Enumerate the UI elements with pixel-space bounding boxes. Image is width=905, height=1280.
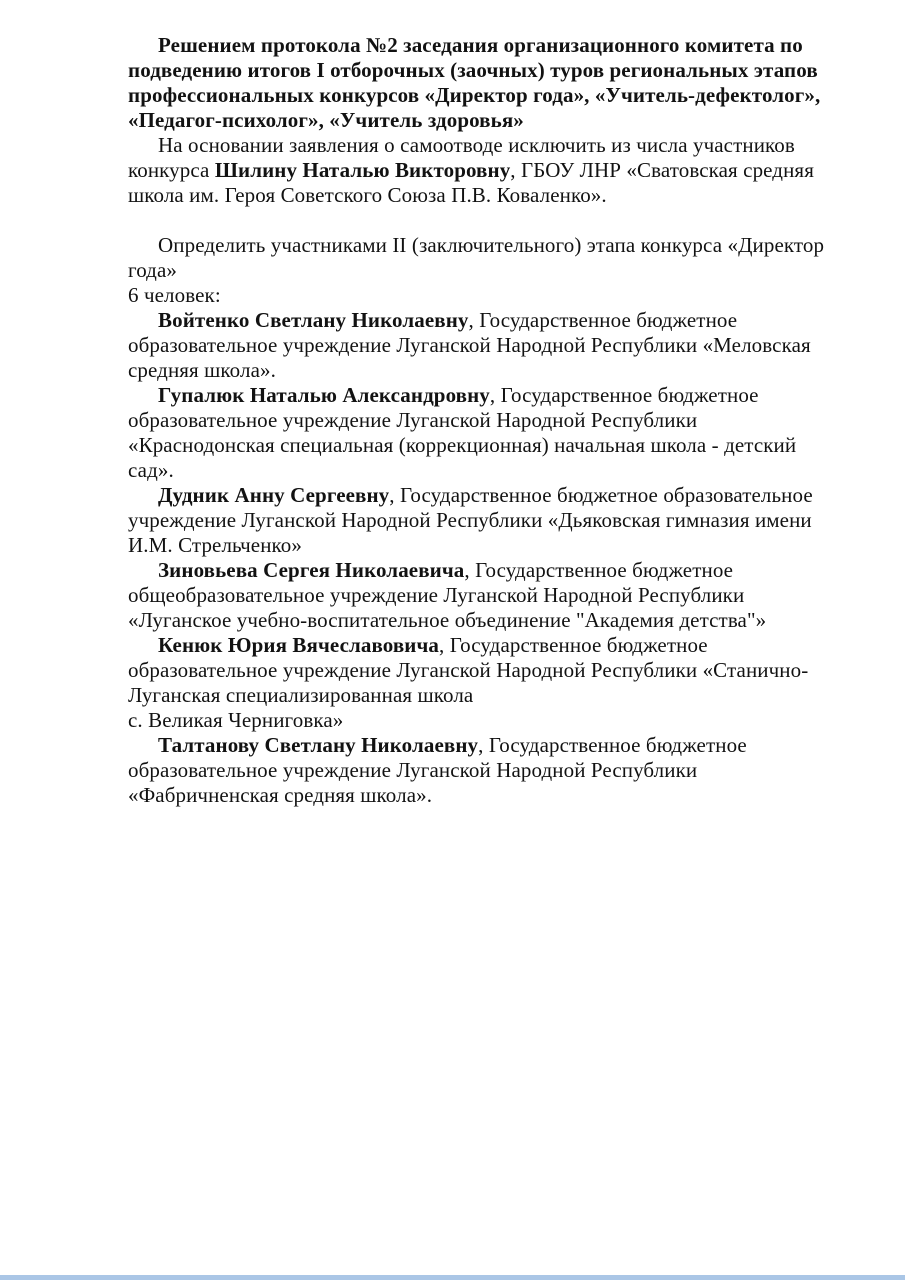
bold-text-run: Гупалюк Наталью Александровну — [158, 383, 490, 407]
text-run: , ГБОУ ЛНР «Сватовская средняя школа им. Героя Советского Союза П.В. Коваленко». — [128, 158, 814, 207]
participant-kenyuk — [128, 633, 840, 733]
text-run: Определить участниками II (заключительного) этапа конкурса «Директор года» — [128, 233, 825, 282]
bold-text-run: Кенюк Юрия Вячеславовича — [158, 633, 440, 657]
bottom-blue-line — [0, 1275, 905, 1280]
participant-zinovyev — [128, 558, 840, 633]
participant-gupalyuk — [128, 383, 840, 483]
participant-taltanova — [128, 733, 840, 808]
bold-text-run: Решением протокола №2 заседания организационного комитета по подведению итогов I отборочных (заочных) туров региональных этапов профессиональных конкурсов «Директор года», «Учитель-дефектолог», «Педагог-психолог», «Учитель здоровья» — [128, 33, 821, 132]
text-run: , Государственное бюджетное образовательное учреждение Луганской Народной Республики «Станично-Луганская специализированная школа — [128, 633, 809, 707]
bold-text-run: Войтенко Светлану Николаевну — [158, 308, 469, 332]
text-run: с. Великая Черниговка» — [128, 708, 344, 732]
document-body — [128, 33, 840, 808]
bold-text-run: Талтанову Светлану Николаевну — [158, 733, 479, 757]
text-run: , Государственное бюджетное образовательное учреждение Луганской Народной Республики «Фабричненская средняя школа». — [128, 733, 747, 807]
bold-text-run: Шилину Наталью Викторовну — [214, 158, 511, 182]
text-run: 6 человек: — [128, 283, 221, 307]
heading-resolution — [128, 33, 840, 133]
text-run: , Государственное бюджетное образовательное учреждение Луганской Народной Республики «Краснодонская специальная (коррекционная) начальная школа - детский сад». — [128, 383, 797, 482]
paragraph-count — [128, 283, 840, 308]
paragraph-exclusion — [128, 133, 840, 208]
blank-line — [128, 208, 840, 233]
paragraph-decision — [128, 233, 840, 283]
text-run: , Государственное бюджетное образовательное учреждение Луганской Народной Республики «Меловская средняя школа». — [128, 308, 811, 382]
participant-voytenko — [128, 308, 840, 383]
bold-text-run: Дудник Анну Сергеевну — [158, 483, 390, 507]
participant-dudnik — [128, 483, 840, 558]
text-run: На основании заявления о самоотводе исключить из числа участников конкурса — [128, 133, 795, 182]
text-run: , Государственное бюджетное образовательное учреждение Луганской Народной Республики «Дьяковская гимназия имени И.М. Стрельченко» — [128, 483, 813, 557]
bold-text-run: Зиновьева Сергея Николаевича — [158, 558, 465, 582]
text-run: , Государственное бюджетное общеобразовательное учреждение Луганской Народной Республики «Луганское учебно-воспитательное объединение "Академия детства"» — [128, 558, 767, 632]
